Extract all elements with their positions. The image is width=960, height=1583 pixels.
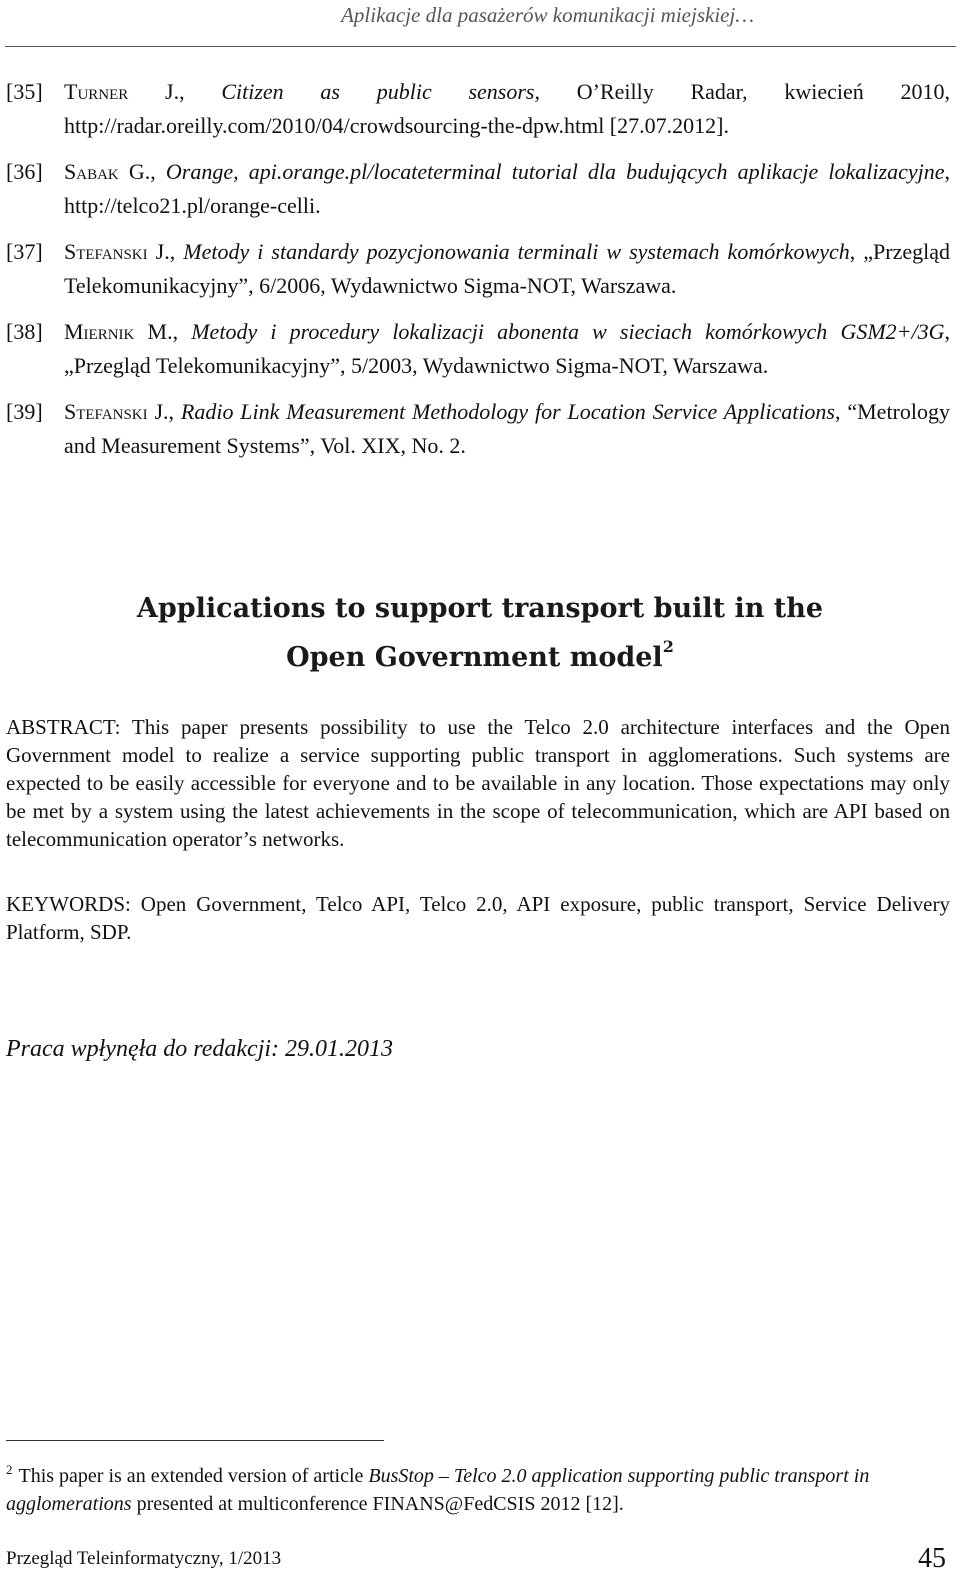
reference-item	[6, 235, 950, 303]
footnote	[6, 1456, 950, 1518]
reference-separator: ,	[150, 159, 166, 184]
reference-details: , “Metrology and Measurement Systems”, Vol. XIX, No. 2.	[64, 399, 950, 458]
paper-title	[0, 590, 960, 677]
paper-title-line2-text: Open Government model	[286, 642, 663, 673]
reference-details: , „Przegląd Telekomunikacyjny”, 5/2003, Wydawnictwo Sigma-NOT, Warszawa.	[64, 319, 951, 378]
reference-separator: ,	[168, 399, 181, 424]
footnote-text-before: This paper is an extended version of article	[18, 1465, 369, 1487]
reference-number: [37]	[6, 239, 43, 264]
keywords: KEYWORDS: Open Government, Telco API, Telco 2.0, API exposure, public transport, Service Delivery Platform, SDP.	[6, 892, 950, 944]
reference-list	[6, 75, 950, 475]
reference-title: Citizen as public sensors	[221, 79, 535, 104]
reference-author: Stefanski J.	[64, 239, 170, 264]
reference-author: Sabak G.	[64, 159, 151, 184]
reference-number: [35]	[6, 79, 43, 104]
reference-title: Metody i procedury lokalizacji abonenta w sieciach komórkowych GSM2+/3G	[191, 319, 945, 344]
reference-title: Orange, api.orange.pl/locateterminal tutorial dla budujących aplikacje lokalizacyjne	[165, 159, 945, 184]
received-date: Praca wpłynęła do redakcji: 29.01.2013	[6, 1036, 394, 1062]
reference-author: Miernik M.	[64, 319, 173, 344]
reference-separator: ,	[169, 239, 184, 264]
reference-item	[6, 75, 950, 143]
reference-item	[6, 395, 950, 463]
reference-number: [38]	[6, 319, 43, 344]
paper-title-line2	[0, 628, 960, 677]
footnote-text-after: presented at multiconference FINANS@FedCSIS 2012 [12].	[131, 1493, 624, 1515]
reference-separator: ,	[179, 79, 222, 104]
reference-details: , http://telco21.pl/orange-celli.	[64, 159, 950, 218]
reference-item	[6, 315, 950, 383]
running-header	[0, 0, 960, 44]
reference-author: Turner J.	[64, 79, 180, 104]
header-rule	[5, 46, 956, 47]
page-number: 45	[918, 1543, 946, 1574]
footnote-mark: 2	[6, 1462, 13, 1477]
reference-number: [39]	[6, 399, 43, 424]
footnote-rule	[6, 1440, 384, 1441]
reference-separator: ,	[172, 319, 192, 344]
reference-item	[6, 155, 950, 223]
reference-title: Radio Link Measurement Methodology for Location Service Applications	[180, 399, 835, 424]
paper-title-line1: Applications to support transport built in the	[136, 593, 824, 624]
abstract: ABSTRACT: This paper presents possibility to use the Telco 2.0 architecture interfaces and the Open Government model to realize a service supporting public transport in agglomerations. Such systems are expected to be easily accessible for everyone and to be available in any location. Those expectations may only be met by a system using the latest achievements in the scope of telecommunication, which are API based on telecommunication operator’s networks.	[6, 715, 950, 851]
reference-author: Stefanski J.	[64, 399, 169, 424]
journal-name: Przegląd Teleinformatyczny, 1/2013	[6, 1548, 282, 1569]
footnote-article-title: BusStop – Telco 2.0 application supporting public transport in agglomerations	[6, 1465, 870, 1515]
reference-details: , O’Reilly Radar, kwiecień 2010, http://radar.oreilly.com/2010/04/crowdsourcing-the-dpw.html [27.07.2012].	[64, 79, 951, 138]
reference-title: Metody i standardy pozycjonowania terminali w systemach komórkowych	[183, 239, 850, 264]
footnote-marker: 2	[662, 637, 674, 656]
reference-details: , „Przegląd Telekomunikacyjny”, 6/2006, Wydawnictwo Sigma-NOT, Warszawa.	[64, 239, 951, 298]
reference-number: [36]	[6, 159, 43, 184]
running-title: Aplikacje dla pasażerów komunikacji miejskiej…	[341, 3, 754, 27]
